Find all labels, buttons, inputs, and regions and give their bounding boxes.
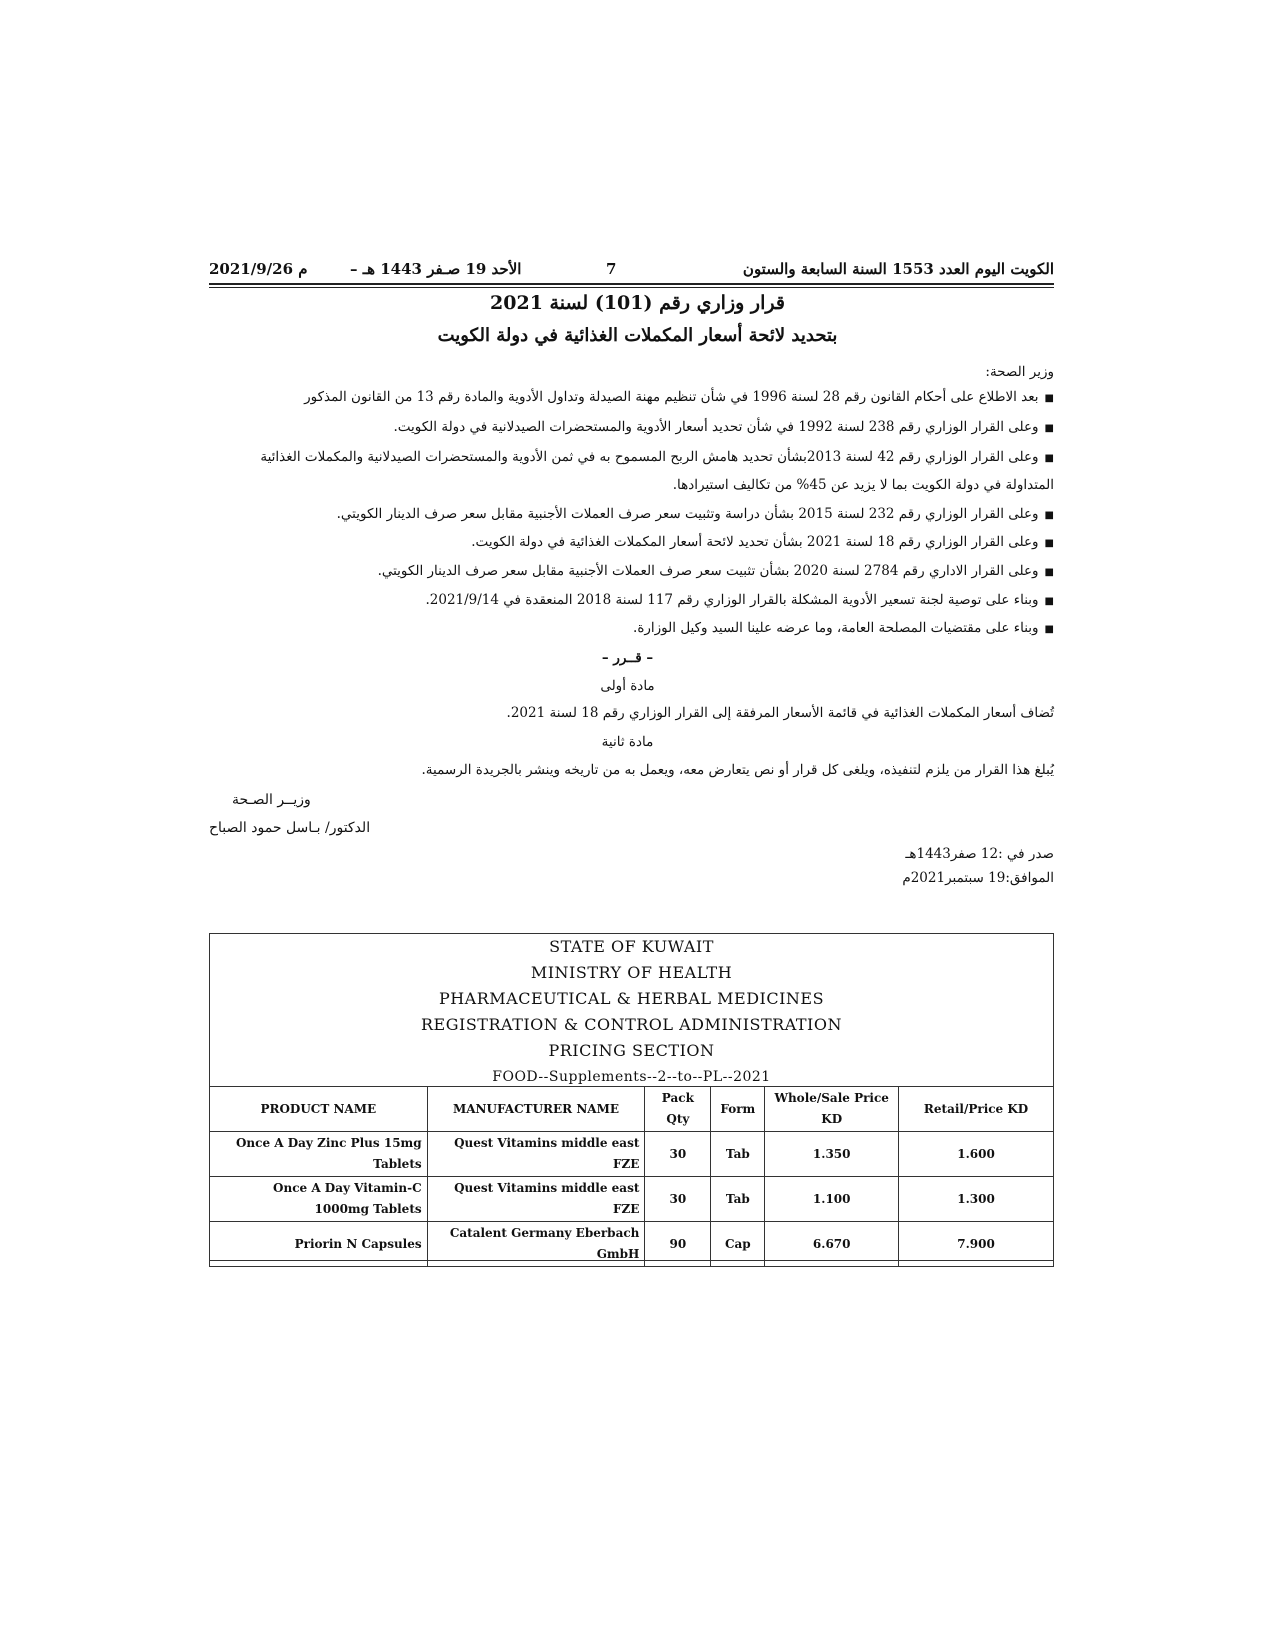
clause-5: ■وعلى القرار الوزاري رقم 18 لسنة 2021 بشأن تحديد لائحة أسعار المكملات الغذائية في دولة الكويت. xyxy=(471,534,1054,550)
product-name-cell: Priorin N Capsules xyxy=(210,1222,428,1267)
manufacturer-cell: Quest Vitamins middle east FZE xyxy=(427,1132,645,1177)
product-name-cell: Once A Day Zinc Plus 15mg Tablets xyxy=(210,1132,428,1177)
table-heading-list-code: FOOD--Supplements--2--to--PL--2021 xyxy=(492,1069,771,1085)
clause-7: ■وبناء على توصية لجنة تسعير الأدوية المشكلة بالقرار الوزاري رقم 117 لسنة 2018 المنعقدة في 2021/9/14. xyxy=(425,592,1054,608)
price-list-table-block xyxy=(209,933,1054,1261)
article-1-title: مادة أولى xyxy=(600,678,655,694)
minister-title: وزيــر الصـحة xyxy=(232,792,311,808)
column-header: PRODUCT NAME xyxy=(210,1087,428,1132)
header-page-number: 7 xyxy=(606,260,617,278)
column-header: Pack Qty xyxy=(645,1087,711,1132)
manufacturer-cell: Quest Vitamins middle east FZE xyxy=(427,1177,645,1222)
issued-hijri-date: صدر في :12 صفر1443هـ xyxy=(905,846,1054,862)
clause-4: ■وعلى القرار الوزاري رقم 232 لسنة 2015 بشأن دراسة وتثبيت سعر صرف العملات الأجنبية مقابل سعر صرف الدينار الكويتي. xyxy=(336,506,1054,522)
header-hijri-date: الأحد 19 صـفر 1443 هـ – xyxy=(350,260,522,278)
decree-subtitle: بتحديد لائحة أسعار المكملات الغذائية في دولة الكويت xyxy=(437,325,838,346)
column-header: Form xyxy=(711,1087,765,1132)
product-name-cell: Once A Day Vitamin-C 1000mg Tablets xyxy=(210,1177,428,1222)
pack-qty-cell: 30 xyxy=(645,1132,711,1177)
table-heading-ministry: MINISTRY OF HEALTH xyxy=(530,963,733,982)
table-row xyxy=(210,1222,1054,1267)
manufacturer-cell: Catalent Germany Eberbach GmbH xyxy=(427,1222,645,1267)
wholesale-price-cell: 6.670 xyxy=(765,1222,899,1267)
header-rule-thin xyxy=(209,287,1054,288)
column-header: Retail/Price KD xyxy=(899,1087,1054,1132)
table-heading-state: STATE OF KUWAIT xyxy=(549,937,714,956)
header-rule xyxy=(209,283,1054,285)
opening-line: وزير الصحة: xyxy=(985,364,1054,380)
clause-3: ■وعلى القرار الوزاري رقم 42 لسنة 2013بشأن تحديد هامش الربح المسموح به في ثمن الأدوية والمستحضرات الصيدلانية والمكملات الغذائية xyxy=(260,449,1054,465)
header-issue-info: الكويت اليوم العدد 1553 السنة السابعة والستون xyxy=(742,260,1054,278)
table-heading-department: PHARMACEUTICAL & HERBAL MEDICINES xyxy=(438,989,825,1008)
wholesale-price-cell: 1.100 xyxy=(765,1177,899,1222)
column-header: MANUFACTURER NAME xyxy=(427,1087,645,1132)
form-cell: Tab xyxy=(711,1177,765,1222)
article-2-text: يُبلغ هذا القرار من يلزم لتنفيذه، ويلغى كل قرار أو نص يتعارض معه، ويعمل به من تاريخه وينشر بالجريدة الرسمية. xyxy=(421,762,1054,778)
table-heading-administration: REGISTRATION & CONTROL ADMINISTRATION xyxy=(421,1015,842,1034)
header-gregorian-date: 2021/9/26 م xyxy=(209,260,308,278)
table-heading-section: PRICING SECTION xyxy=(548,1041,715,1060)
minister-name: الدكتور/ بـاسل حمود الصباح xyxy=(209,820,371,836)
table-row xyxy=(210,1177,1054,1222)
clause-3-continued: المتداولة في دولة الكويت بما لا يزيد عن 45% من تكاليف استيرادها. xyxy=(672,477,1054,493)
pack-qty-cell: 30 xyxy=(645,1177,711,1222)
retail-price-cell: 1.300 xyxy=(899,1177,1054,1222)
form-cell: Cap xyxy=(711,1222,765,1267)
price-table xyxy=(209,1086,1054,1267)
decision-heading: – قــرر – xyxy=(601,650,654,666)
clause-1: ■بعد الاطلاع على أحكام القانون رقم 28 لسنة 1996 في شأن تنظيم مهنة الصيدلة وتداول الأدوية والمادة رقم 13 من القانون المذكور xyxy=(304,389,1054,405)
column-header: Whole/Sale Price KD xyxy=(765,1087,899,1132)
table-row xyxy=(210,1132,1054,1177)
wholesale-price-cell: 1.350 xyxy=(765,1132,899,1177)
form-cell: Tab xyxy=(711,1132,765,1177)
retail-price-cell: 1.600 xyxy=(899,1132,1054,1177)
clause-8: ■وبناء على مقتضيات المصلحة العامة، وما عرضه علينا السيد وكيل الوزارة. xyxy=(633,620,1054,636)
pack-qty-cell: 90 xyxy=(645,1222,711,1267)
article-2-title: مادة ثانية xyxy=(601,734,654,750)
decree-title: قرار وزاري رقم (101) لسنة 2021 xyxy=(490,292,785,314)
clause-6: ■وعلى القرار الاداري رقم 2784 لسنة 2020 بشأن تثبيت سعر صرف العملات الأجنبية مقابل سعر صرف الدينار الكويتي. xyxy=(377,563,1054,579)
article-1-text: تُضاف أسعار المكملات الغذائية في قائمة الأسعار المرفقة إلى القرار الوزاري رقم 18 لسنة 2021. xyxy=(506,705,1054,721)
clause-2: ■وعلى القرار الوزاري رقم 238 لسنة 1992 في شأن تحديد أسعار الأدوية والمستحضرات الصيدلانية في دولة الكويت. xyxy=(393,419,1054,435)
retail-price-cell: 7.900 xyxy=(899,1222,1054,1267)
table-header-row xyxy=(210,1087,1054,1132)
issued-gregorian-date: الموافق:19 سبتمبر2021م xyxy=(902,870,1054,886)
